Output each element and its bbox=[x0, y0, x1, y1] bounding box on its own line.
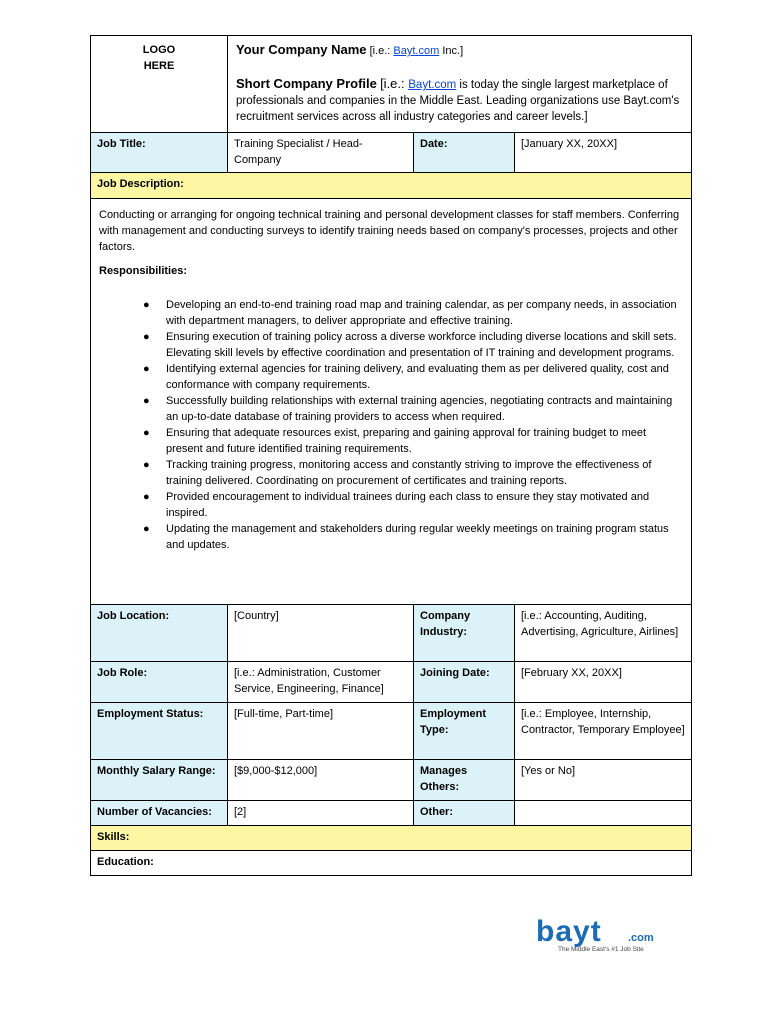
bayt-logo-suffix: .com bbox=[628, 932, 654, 944]
salary-range-label: Monthly Salary Range: bbox=[91, 760, 228, 801]
education-row bbox=[91, 851, 692, 876]
bullet-icon: ● bbox=[143, 427, 150, 439]
list-item: ● Ensuring that adequate resources exist, preparing and gaining approval for training budget to meet present and future identified training requirements. bbox=[143, 427, 647, 455]
bullet-icon: ● bbox=[143, 523, 150, 535]
bullet-icon: ● bbox=[143, 299, 150, 311]
company-industry-label: Company Industry: bbox=[414, 605, 515, 662]
company-name-prefix: [i.e.: bbox=[369, 45, 394, 57]
job-role-label: Job Role: bbox=[91, 662, 228, 703]
other-value bbox=[515, 801, 692, 826]
logo-text-line1: LOGO bbox=[142, 44, 176, 56]
list-item: ● Updating the management and stakeholders during regular weekly meetings on training program status and updates. bbox=[143, 523, 669, 551]
vacancies-value: [2] bbox=[228, 801, 414, 826]
joining-date-label: Joining Date: bbox=[414, 662, 515, 703]
job-title-row bbox=[91, 133, 692, 173]
company-name-suffix: Inc.] bbox=[439, 45, 464, 57]
company-industry-value: [i.e.: Accounting, Auditing, Advertising, Agriculture, Airlines] bbox=[515, 605, 692, 662]
education-label: Education: bbox=[91, 851, 692, 876]
bullet-icon: ● bbox=[143, 331, 150, 343]
job-description-header-row bbox=[91, 173, 692, 199]
job-title-label: Job Title: bbox=[91, 133, 228, 173]
details-row bbox=[91, 662, 692, 703]
job-location-value: [Country] bbox=[228, 605, 414, 662]
details-row bbox=[91, 760, 692, 801]
responsibilities-list bbox=[99, 297, 683, 553]
bayt-logo-brand: bayt bbox=[536, 917, 602, 948]
list-item: ● Identifying external agencies for training delivery, and evaluating them as per delivered quality, cost and conformance with company requirements. bbox=[143, 363, 669, 391]
manages-others-label: Manages Others: bbox=[414, 760, 515, 801]
logo-placeholder bbox=[91, 36, 228, 133]
bullet-icon: ● bbox=[143, 459, 150, 471]
details-row bbox=[91, 605, 692, 662]
bayt-tagline: The Middle East's #1 Job Site bbox=[558, 946, 644, 953]
responsibilities-label: Responsibilities: bbox=[99, 265, 188, 277]
skills-label: Skills: bbox=[91, 826, 692, 851]
details-row bbox=[91, 801, 692, 826]
company-name-link[interactable]: Bayt.com bbox=[393, 45, 440, 57]
profile-label: Short Company Profile bbox=[236, 76, 377, 91]
logo-text-line2: HERE bbox=[143, 60, 175, 72]
bullet-icon: ● bbox=[143, 363, 150, 375]
list-item: ● Developing an end-to-end training road map and training calendar, as per company needs, in association with department managers, to deliver appropriate and effective training. bbox=[143, 299, 677, 327]
date-value: [January XX, 20XX] bbox=[515, 133, 692, 173]
details-row bbox=[91, 703, 692, 760]
list-item: ● Successfully building relationships with external training agencies, negotiating contracts and maintaining an up-to-date database of training providers to access when required. bbox=[143, 395, 673, 423]
job-description-body bbox=[91, 199, 692, 605]
employment-status-value: [Full-time, Part-time] bbox=[228, 703, 414, 760]
manages-others-value: [Yes or No] bbox=[515, 760, 692, 801]
bayt-logo bbox=[536, 917, 676, 955]
other-label: Other: bbox=[414, 801, 515, 826]
company-profile bbox=[236, 76, 683, 125]
salary-range-value: [$9,000-$12,000] bbox=[228, 760, 414, 801]
bullet-icon: ● bbox=[143, 491, 150, 503]
company-name-label: Your Company Name bbox=[236, 42, 367, 57]
job-title-value: Training Specialist / Head-Company bbox=[228, 133, 414, 173]
job-description-label: Job Description: bbox=[91, 173, 692, 199]
job-description-text: Conducting or arranging for ongoing technical training and personal development classes for staff members. Conferring with management and conducting surveys to identify training needs based on company's processes, projects and other factors. bbox=[99, 209, 680, 253]
company-header-row bbox=[91, 36, 692, 133]
bullet-icon: ● bbox=[143, 395, 150, 407]
employment-status-label: Employment Status: bbox=[91, 703, 228, 760]
list-item: ● Ensuring execution of training policy across a diverse workforce including diverse locations and skill sets. Elevating skill levels by effective coordination and presentation of IT training and development programs. bbox=[143, 331, 677, 359]
job-role-value: [i.e.: Administration, Customer Service, Engineering, Finance] bbox=[228, 662, 414, 703]
list-item: ● Tracking training progress, monitoring access and constantly striving to improve the effectiveness of training delivered. Coordinating on procurement of certificates and training reports. bbox=[143, 459, 652, 487]
employment-type-value: [i.e.: Employee, Internship, Contractor, Temporary Employee] bbox=[515, 703, 692, 760]
list-item: ● Provided encouragement to individual trainees during each class to ensure they stay motivated and inspired. bbox=[143, 491, 650, 519]
job-description-body-row bbox=[91, 199, 692, 605]
skills-row bbox=[91, 826, 692, 851]
job-description-form bbox=[90, 35, 691, 876]
job-location-label: Job Location: bbox=[91, 605, 228, 662]
date-label: Date: bbox=[414, 133, 515, 173]
profile-text: is today the single largest marketplace of professionals and companies in the Middle East. Leading organizations use Bayt.com's recruitment services across all industry categories and career levels.] bbox=[236, 79, 680, 123]
company-info bbox=[228, 36, 692, 133]
vacancies-label: Number of Vacancies: bbox=[91, 801, 228, 826]
profile-link[interactable]: Bayt.com bbox=[408, 79, 457, 91]
profile-prefix: [i.e.: bbox=[380, 76, 409, 91]
joining-date-value: [February XX, 20XX] bbox=[515, 662, 692, 703]
company-name bbox=[236, 42, 683, 59]
employment-type-label: Employment Type: bbox=[414, 703, 515, 760]
